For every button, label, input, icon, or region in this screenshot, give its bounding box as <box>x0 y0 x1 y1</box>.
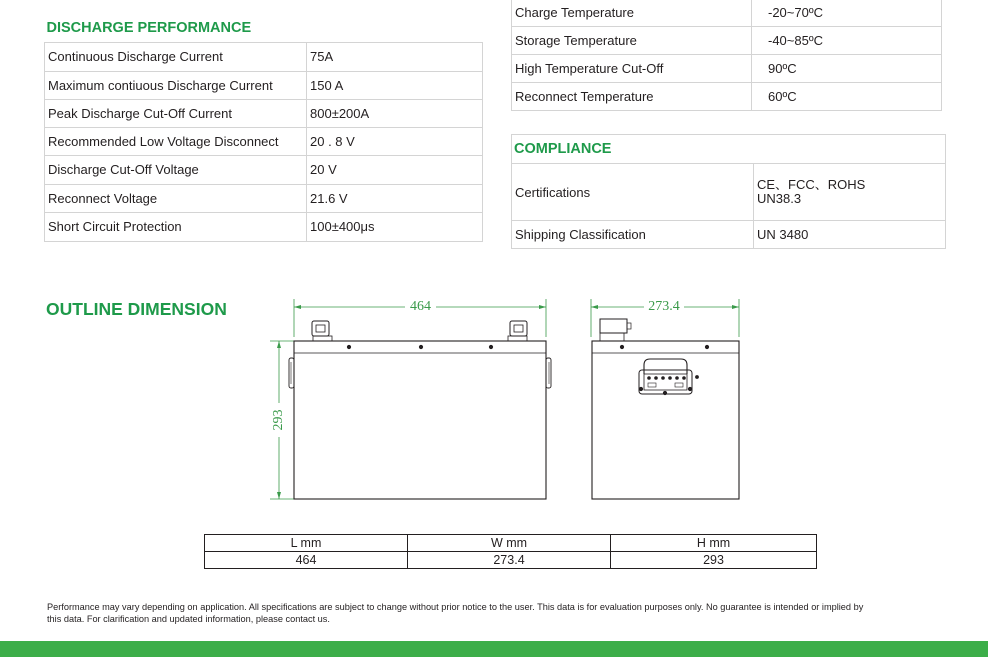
front-width-label: 464 <box>410 299 431 314</box>
spec-value: 800±200A <box>307 99 483 127</box>
spec-label: Continuous Discharge Current <box>45 42 307 71</box>
spec-value: 75A <box>307 42 483 71</box>
front-view <box>270 299 551 499</box>
disclaimer-note <box>47 601 977 625</box>
spec-value: 150 A <box>307 71 483 99</box>
spec-label: Certifications <box>512 164 754 221</box>
disclaimer-line: Performance may vary depending on application. All specifications are subject to change without prior notice to the user. This data is for evaluation purposes only. No guarantee is intended or implied by <box>47 602 864 612</box>
spec-value: 20 . 8 V <box>307 127 483 155</box>
spec-value: UN 3480 <box>754 221 946 249</box>
spec-label: Discharge Cut-Off Voltage <box>45 155 307 184</box>
cert-line: CE、FCC、ROHS <box>757 177 866 192</box>
front-height-label: 293 <box>271 409 286 431</box>
discharge-performance-title: DISCHARGE PERFORMANCE <box>45 14 483 42</box>
spec-label: Charge Temperature <box>512 0 752 27</box>
spec-label: Storage Temperature <box>512 27 752 55</box>
dim-header: H mm <box>611 535 817 552</box>
spec-value: -40~85ºC <box>752 27 942 55</box>
compliance-title: COMPLIANCE <box>512 135 946 164</box>
spec-label: Peak Discharge Cut-Off Current <box>45 99 307 127</box>
spec-label: Reconnect Voltage <box>45 184 307 212</box>
spec-value: 100±400μs <box>307 212 483 241</box>
side-view <box>591 299 739 499</box>
spec-value: 20 V <box>307 155 483 184</box>
spec-value: 60ºC <box>752 83 942 111</box>
side-width-label: 273.4 <box>648 299 680 314</box>
disclaimer-line: this data. For clarification and updated information, please contact us. <box>47 614 330 624</box>
dim-value: 273.4 <box>408 552 611 569</box>
footer-bar <box>0 641 988 657</box>
spec-value: 21.6 V <box>307 184 483 212</box>
spec-label: Shipping Classification <box>512 221 754 249</box>
spec-label: Short Circuit Protection <box>45 212 307 241</box>
spec-value: 90ºC <box>752 55 942 83</box>
spec-value: -20~70ºC <box>752 0 942 27</box>
dim-value: 293 <box>611 552 817 569</box>
spec-label: High Temperature Cut-Off <box>512 55 752 83</box>
dim-value: 464 <box>205 552 408 569</box>
spec-label: Recommended Low Voltage Disconnect <box>45 127 307 155</box>
dimensions-table <box>204 534 817 569</box>
outline-dimension-title: OUTLINE DIMENSION <box>46 299 227 319</box>
spec-label: Reconnect Temperature <box>512 83 752 111</box>
spec-label: Maximum contiuous Discharge Current <box>45 71 307 99</box>
dim-header: W mm <box>408 535 611 552</box>
cert-line: UN38.3 <box>757 191 802 206</box>
dim-header: L mm <box>205 535 408 552</box>
